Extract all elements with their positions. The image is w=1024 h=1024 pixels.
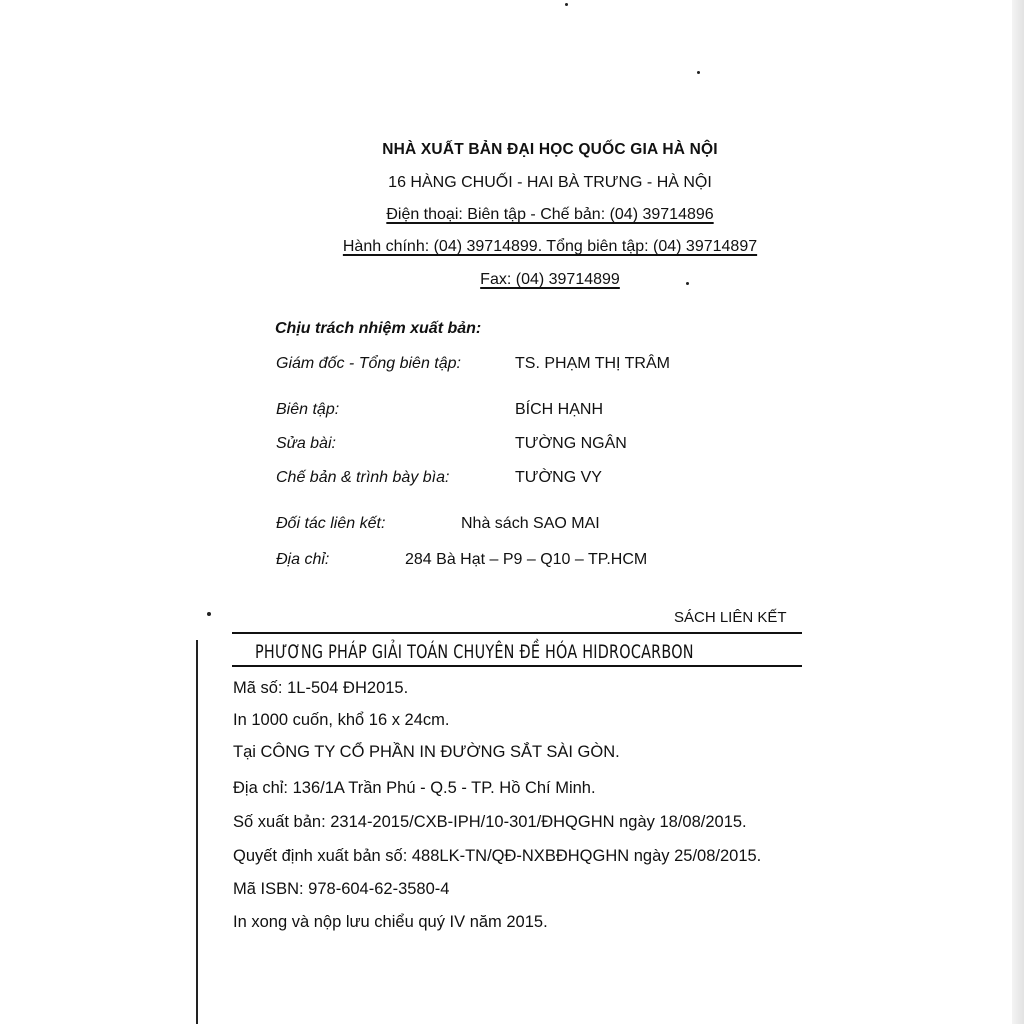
publisher-name: NHÀ XUẤT BẢN ĐẠI HỌC QUỐC GIA HÀ NỘI bbox=[382, 141, 718, 158]
publisher-phone-admin bbox=[0, 238, 1024, 256]
partner-address-label: Địa chỉ: bbox=[276, 551, 330, 568]
publisher-fax bbox=[0, 271, 1024, 289]
print-code: Mã số: 1L-504 ĐH2015. bbox=[233, 679, 409, 697]
layout-label: Chế bản & trình bày bìa: bbox=[276, 469, 450, 486]
deposit-note: In xong và nộp lưu chiểu quý IV năm 2015. bbox=[233, 913, 548, 931]
title-bottom-rule bbox=[232, 665, 802, 667]
publisher-address: 16 HÀNG CHUỐI - HAI BÀ TRƯNG - HÀ NỘI bbox=[388, 174, 712, 191]
director-value: TS. PHẠM THỊ TRÂM bbox=[515, 355, 670, 372]
publishing-number: Số xuất bản: 2314-2015/CXB-IPH/10-301/ĐHQGHN ngày 18/08/2015. bbox=[233, 813, 747, 831]
book-title: PHƯƠNG PHÁP GIẢI TOÁN CHUYÊN ĐỀ HÓA HIDROCARBON bbox=[255, 641, 694, 663]
partner-value: Nhà sách SAO MAI bbox=[461, 515, 600, 532]
title-top-rule bbox=[232, 632, 802, 634]
partner-label: Đối tác liên kết: bbox=[276, 515, 386, 532]
publishing-decision: Quyết định xuất bản số: 488LK-TN/QĐ-NXBĐHQGHN ngày 25/08/2015. bbox=[233, 847, 762, 865]
proofread-value: TƯỜNG NGÂN bbox=[515, 435, 627, 452]
scan-speck bbox=[565, 3, 568, 6]
layout-value: TƯỜNG VY bbox=[515, 469, 602, 486]
editor-label: Biên tập: bbox=[276, 401, 340, 418]
series-label: SÁCH LIÊN KẾT bbox=[674, 609, 787, 626]
isbn: Mã ISBN: 978-604-62-3580-4 bbox=[233, 880, 450, 898]
partner-address-value: 284 Bà Hạt – P9 – Q10 – TP.HCM bbox=[405, 551, 648, 568]
editor-value: BÍCH HẠNH bbox=[515, 401, 604, 418]
publisher-phone-editorial bbox=[0, 206, 1024, 224]
scan-speck bbox=[207, 612, 211, 616]
phone-admin-text: Hành chính: (04) 39714899. Tổng biên tập: (04) 39714897 bbox=[342, 238, 758, 255]
printer-company: Tại CÔNG TY CỔ PHẦN IN ĐƯỜNG SẮT SÀI GÒN. bbox=[233, 743, 620, 761]
fax-text: Fax: (04) 39714899 bbox=[480, 271, 620, 288]
scan-speck bbox=[697, 71, 700, 74]
page-binding-line bbox=[196, 640, 198, 1024]
phone-editorial-text: Điện thoại: Biên tập - Chế bản: (04) 39714896 bbox=[386, 206, 714, 223]
responsibility-heading: Chịu trách nhiệm xuất bản: bbox=[275, 320, 482, 337]
director-label: Giám đốc - Tổng biên tập: bbox=[276, 355, 461, 372]
printer-address: Địa chỉ: 136/1A Trần Phú - Q.5 - TP. Hồ Chí Minh. bbox=[233, 779, 596, 797]
proofread-label: Sửa bài: bbox=[276, 435, 336, 452]
print-run: In 1000 cuốn, khổ 16 x 24cm. bbox=[233, 711, 450, 729]
